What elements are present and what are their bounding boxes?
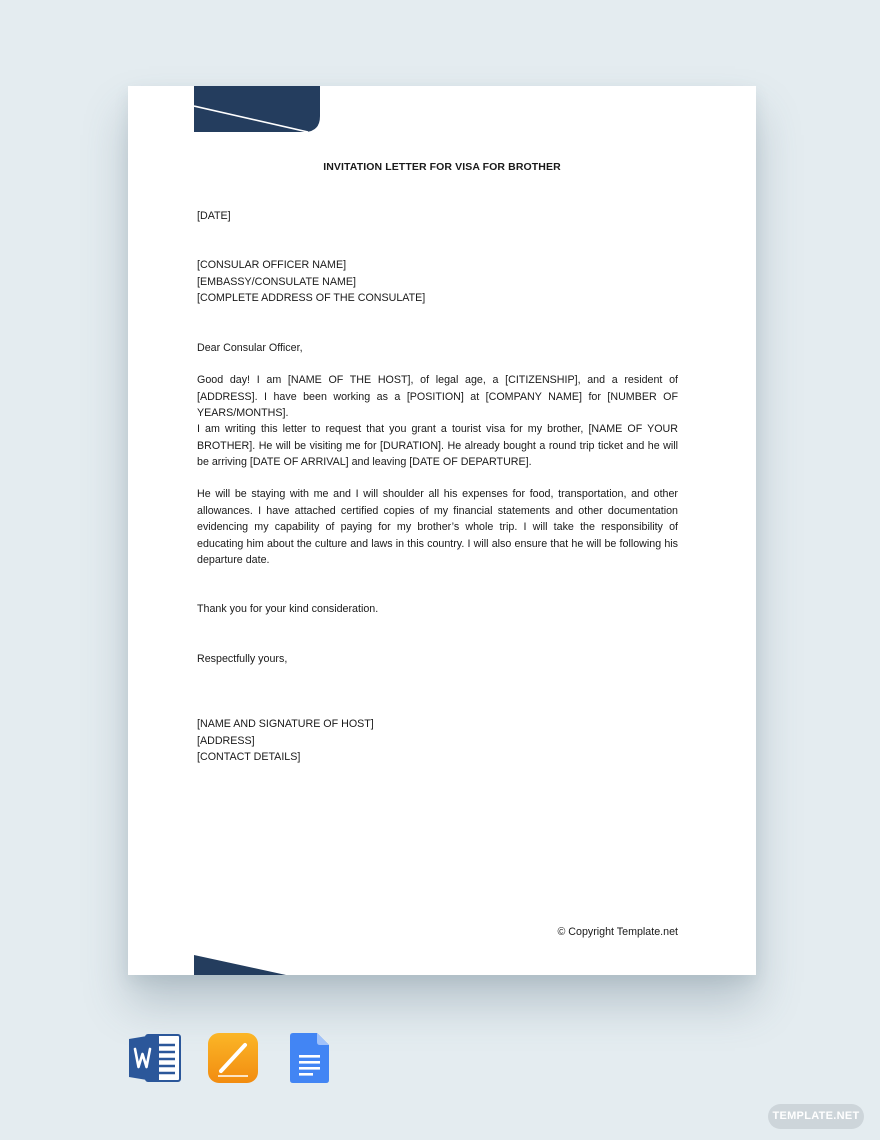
signature-name: [NAME AND SIGNATURE OF HOST] [197,718,374,730]
paragraph-request: I am writing this letter to request that you grant a tourist visa for my brother, [NAME OF YOUR BROTHER]. He will be visiting me for [DURATION]. He already bought a round trip ticket and he will be arriving [DATE OF ARRIVAL] and leaving [DATE OF DEPARTURE]. [197,423,678,468]
sign-off: Respectfully yours, [197,653,288,665]
letter-page [128,86,756,975]
google-docs-icon[interactable] [290,1032,330,1084]
recipient-embassy-name: [EMBASSY/CONSULATE NAME] [197,276,356,288]
template-net-badge: TEMPLATE.NET [768,1104,864,1129]
closing-thanks: Thank you for your kind consideration. [197,603,379,615]
paragraph-introduction: Good day! I am [NAME OF THE HOST], of legal age, a [CITIZENSHIP], and a resident of [ADDRESS]. I have been working as a [POSITION] at [COMPANY NAME] for [NUMBER OF YEARS/MONTHS]. [197,374,678,419]
letter-date: [DATE] [197,210,231,222]
footer-decoration [194,955,286,975]
recipient-officer-name: [CONSULAR OFFICER NAME] [197,259,347,271]
paragraph-expenses: He will be staying with me and I will shoulder all his expenses for food, transportation, and other allowances. I have attached certified copies of my financial statements and other documentation evidencing my capability of paying for my brother’s whole trip. I will take the responsibility of educating him about the culture and laws in this country. I will also ensure that he will be following his departure date. [197,488,678,566]
recipient-address: [COMPLETE ADDRESS OF THE CONSULATE] [197,292,426,304]
header-decoration [194,86,320,132]
signature-address: [ADDRESS] [197,735,255,747]
letter-title: INVITATION LETTER FOR VISA FOR BROTHER [323,161,561,173]
copyright-notice: © Copyright Template.net [557,926,678,938]
salutation: Dear Consular Officer, [197,342,303,354]
pages-icon[interactable] [207,1032,259,1084]
signature-contact: [CONTACT DETAILS] [197,751,301,763]
word-icon[interactable] [128,1032,182,1084]
